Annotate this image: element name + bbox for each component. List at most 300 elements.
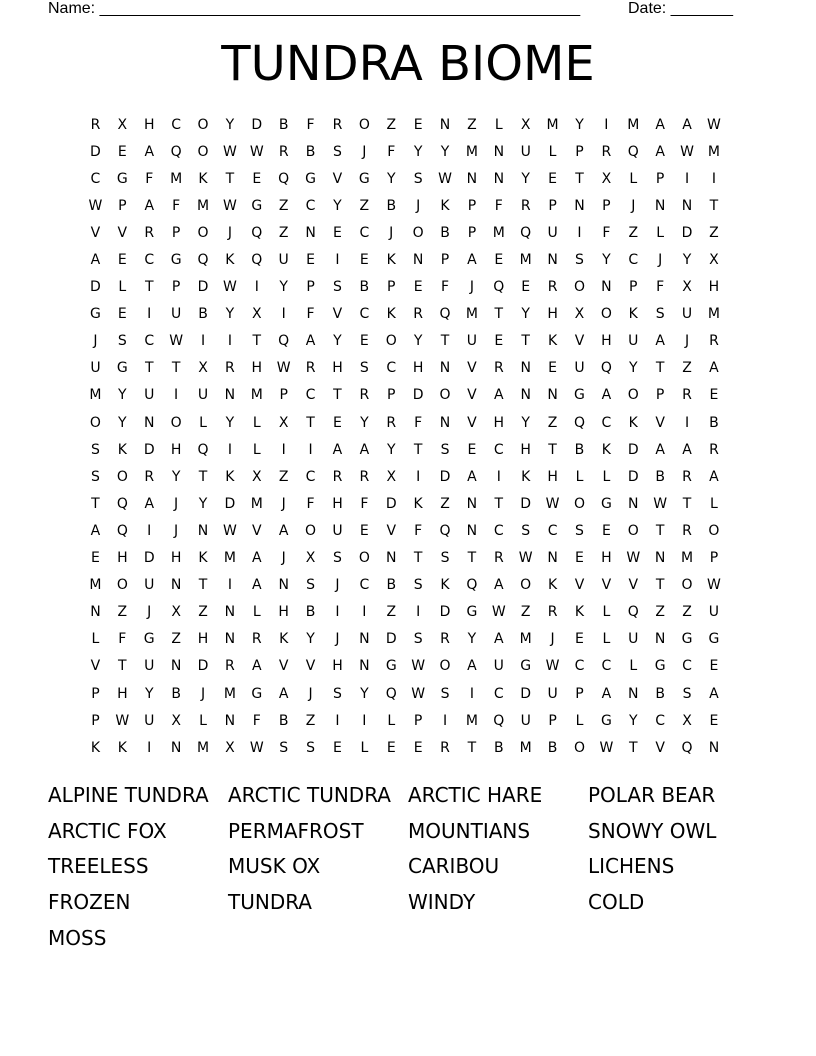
grid-letter: B [386,577,397,594]
grid-letter: C [144,333,155,350]
grid-letter: S [413,170,423,187]
grid-letter: B [278,712,289,729]
grid-letter: N [654,631,666,648]
grid-letter: K [386,252,396,269]
word-list-item: COLD [588,890,645,915]
grid-letter: A [252,577,262,594]
grid-letter: S [91,441,100,458]
grid-letter: V [574,333,585,350]
grid-letter: S [440,441,450,458]
grid-letter: Z [682,360,692,377]
grid-letter: R [90,116,101,133]
grid-letter: N [628,685,639,702]
grid-letter: O [305,522,317,539]
grid-letter: F [252,712,261,729]
grid-letter: G [600,712,612,729]
grid-letter: C [171,116,181,133]
grid-letter: H [278,604,289,621]
grid-letter: K [574,604,585,621]
grid-letter: N [170,658,182,675]
grid-letter: V [467,360,477,377]
grid-letter: U [197,387,209,404]
grid-letter: D [412,387,424,404]
grid-letter: D [197,279,209,296]
grid-letter: Z [305,712,316,729]
grid-letter: X [225,739,235,756]
grid-letter: S [440,685,450,702]
grid-letter: Y [279,279,288,296]
grid-letter: Q [197,252,209,269]
grid-letter: I [227,441,232,458]
grid-letter: Y [225,306,235,323]
grid-letter: H [601,333,612,350]
grid-letter: O [439,658,451,675]
grid-letter: C [493,441,504,458]
grid-letter: A [655,441,665,458]
grid-letter: V [117,224,128,241]
grid-letter: I [227,577,232,594]
grid-letter: S [655,306,665,323]
grid-letter: K [198,170,208,187]
grid-letter: L [629,170,638,187]
grid-letter: U [574,360,585,377]
grid-letter: T [413,441,423,458]
grid-letter: J [469,279,474,296]
grid-letter: G [251,197,263,214]
grid-letter: U [628,631,639,648]
grid-letter: O [573,495,585,512]
grid-letter: W [88,197,103,214]
grid-letter: O [573,739,585,756]
grid-letter: Q [573,414,585,431]
grid-letter: A [655,143,665,160]
grid-letter: D [90,143,101,160]
grid-letter: J [227,224,232,241]
grid-letter: O [89,414,101,431]
grid-letter: J [147,604,152,621]
grid-letter: F [306,306,315,323]
grid-letter: H [547,468,558,485]
grid-letter: Z [682,604,692,621]
grid-letter: L [602,631,611,648]
grid-letter: O [412,224,424,241]
grid-letter: P [655,170,665,187]
word-list-item: TUNDRA [228,890,312,915]
grid-letter: W [599,739,614,756]
grid-letter: T [655,360,665,377]
grid-letter: U [144,577,155,594]
grid-letter: U [628,333,639,350]
grid-letter: V [574,577,585,594]
grid-letter: W [438,170,452,187]
word-list-item: POLAR BEAR [588,782,716,807]
word-list-item: ALPINE TUNDRA [48,782,209,807]
grid-letter: H [117,685,128,702]
grid-letter: I [227,333,232,350]
grid-letter: L [387,712,396,729]
grid-letter: R [332,468,343,485]
grid-letter: W [249,739,264,756]
grid-letter: I [362,604,367,621]
grid-letter: L [575,468,584,485]
grid-letter: C [305,197,316,214]
grid-letter: R [440,631,450,648]
grid-letter: L [91,631,100,648]
grid-letter: G [251,685,263,702]
grid-letter: W [707,116,721,133]
grid-letter: W [626,550,641,567]
grid-letter: E [709,712,719,729]
grid-letter: S [333,143,342,160]
grid-letter: M [546,116,559,133]
grid-letter: C [359,306,370,323]
grid-letter: N [412,252,424,269]
grid-letter: X [251,468,262,485]
grid-letter: C [574,658,585,675]
grid-letter: N [386,550,397,567]
grid-letter: O [439,387,451,404]
grid-letter: Z [440,495,450,512]
grid-letter: A [278,685,289,702]
grid-letter: M [519,252,532,269]
grid-letter: G [654,658,666,675]
grid-letter: O [358,550,370,567]
grid-letter: G [358,170,370,187]
grid-letter: R [440,739,450,756]
grid-letter: X [520,116,531,133]
grid-letter: B [655,468,665,485]
grid-letter: Z [520,604,531,621]
grid-letter: Y [575,116,584,133]
word-list-item: SNOWY OWL [588,818,717,843]
grid-letter: H [170,550,182,567]
grid-letter: L [548,143,557,160]
word-list-item: ARCTIC HARE [408,782,543,807]
grid-letter: G [170,252,182,269]
grid-letter: F [118,631,127,648]
grid-letter: S [575,252,584,269]
grid-letter: H [251,360,263,377]
grid-letter: T [118,658,127,675]
grid-letter: A [709,360,719,377]
grid-letter: U [708,604,720,621]
grid-letter: L [360,739,369,756]
header [48,0,748,20]
grid-letter: A [709,685,719,702]
grid-letter: B [494,739,504,756]
grid-letter: U [681,306,693,323]
grid-letter: V [90,658,101,675]
grid-letter: X [117,116,128,133]
grid-letter: C [493,685,504,702]
grid-letter: R [709,333,719,350]
grid-letter: G [305,170,316,187]
grid-letter: N [143,414,155,431]
grid-letter: L [199,712,207,729]
grid-letter: N [466,522,478,539]
grid-letter: K [225,468,235,485]
grid-letter: S [117,333,127,350]
grid-letter: A [332,441,343,458]
grid-letter: D [520,685,532,702]
grid-letter: E [575,631,584,648]
grid-letter: A [305,333,316,350]
grid-letter: B [386,197,397,214]
grid-letter: I [684,170,690,187]
grid-letter: Y [440,143,450,160]
grid-letter: V [467,387,477,404]
grid-letter: N [547,550,558,567]
grid-letter: R [225,360,235,377]
grid-letter: F [387,143,396,160]
name-field: Name: ______________________________________________________ [48,0,581,17]
grid-letter: G [466,604,478,621]
grid-letter: J [93,333,98,350]
grid-letter: Q [170,143,182,160]
grid-letter: K [547,577,558,594]
grid-letter: X [171,712,181,729]
grid-letter: A [682,441,692,458]
grid-letter: K [386,306,396,323]
grid-letter: Q [439,522,451,539]
grid-letter: T [548,441,557,458]
word-list-item: MOUNTIANS [408,818,531,843]
grid-letter: J [281,495,286,512]
grid-letter: J [335,577,340,594]
grid-letter: Q [493,712,505,729]
grid-letter: F [414,414,423,431]
grid-letter: N [170,739,182,756]
grid-letter: R [493,550,504,567]
grid-letter: C [386,360,397,377]
grid-letter: E [548,170,558,187]
grid-letter: K [90,739,101,756]
grid-letter: D [251,116,263,133]
grid-letter: I [711,170,716,187]
grid-letter: B [198,306,208,323]
grid-letter: C [628,252,639,269]
grid-letter: Q [600,360,612,377]
grid-letter: Y [413,143,423,160]
grid-letter: Y [171,468,181,485]
grid-letter: H [412,360,424,377]
grid-letter: D [385,495,397,512]
grid-letter: W [115,712,130,729]
grid-letter: L [252,441,261,458]
grid-letter: P [575,143,584,160]
grid-letter: E [575,550,584,567]
grid-letter: E [306,252,315,269]
grid-letter: Q [251,252,263,269]
grid-letter: V [386,522,397,539]
grid-letter: Q [116,522,128,539]
grid-letter: P [279,387,288,404]
grid-letter: R [682,468,692,485]
grid-letter: Y [413,333,423,350]
grid-letter: U [547,685,558,702]
grid-letter: K [601,441,611,458]
grid-letter: P [602,197,611,214]
grid-letter: X [278,414,289,431]
grid-letter: N [197,522,209,539]
grid-letter: G [90,306,101,323]
word-list-item: MUSK OX [228,854,321,879]
grid-letter: Y [225,116,235,133]
grid-letter: G [708,631,720,648]
grid-letter: Z [547,414,558,431]
grid-letter: I [469,685,474,702]
grid-letter: Q [466,577,478,594]
grid-letter: A [252,658,262,675]
grid-letter: L [252,604,261,621]
grid-letter: O [116,468,128,485]
grid-letter: U [170,306,182,323]
grid-letter: E [333,224,342,241]
grid-letter: Z [467,116,477,133]
grid-letter: L [656,224,665,241]
grid-letter: W [222,197,237,214]
grid-letter: J [389,224,394,241]
grid-letter: P [575,685,584,702]
grid-letter: X [574,306,585,323]
grid-letter: X [305,550,316,567]
grid-letter: Z [386,604,397,621]
grid-letter: U [493,658,504,675]
page-title: TUNDRA BIOME [221,36,595,92]
grid-letter: R [493,360,504,377]
grid-letter: M [707,143,720,160]
grid-letter: Z [198,604,208,621]
grid-letter: G [116,360,128,377]
grid-letter: R [251,631,262,648]
grid-letter: M [465,143,478,160]
grid-letter: J [335,631,340,648]
grid-letter: L [602,604,611,621]
grid-letter: X [682,712,692,729]
grid-letter: P [548,197,557,214]
grid-letter: W [545,658,560,675]
grid-letter: O [708,522,720,539]
grid-letter: L [629,658,638,675]
grid-letter: Q [197,441,209,458]
grid-letter: I [200,333,206,350]
grid-letter: M [680,550,694,567]
grid-letter: I [604,116,609,133]
grid-letter: T [171,360,181,377]
grid-letter: W [411,658,426,675]
grid-letter: Y [386,170,396,187]
grid-letter: Q [493,279,505,296]
grid-letter: J [174,522,179,539]
grid-letter: N [708,739,720,756]
grid-letter: K [521,468,531,485]
grid-letter: E [252,170,262,187]
grid-letter: A [467,252,477,269]
grid-letter: A [144,495,155,512]
grid-letter: W [276,360,291,377]
grid-letter: O [116,577,128,594]
grid-letter: Z [709,224,719,241]
grid-letter: T [252,333,262,350]
grid-letter: W [680,143,694,160]
grid-letter: W [411,685,426,702]
grid-letter: Z [655,604,665,621]
word-list-item: FROZEN [48,890,131,915]
grid-letter: O [681,577,693,594]
grid-letter: V [601,577,612,594]
grid-letter: D [385,631,397,648]
grid-letter: O [627,387,639,404]
grid-letter: Y [467,631,477,648]
grid-letter: S [413,577,423,594]
grid-letter: A [655,116,665,133]
grid-letter: T [655,522,665,539]
grid-letter: K [117,441,127,458]
grid-letter: Y [118,414,127,431]
grid-letter: S [413,631,423,648]
grid-letter: E [709,387,719,404]
grid-letter: W [545,495,560,512]
grid-letter: C [493,522,504,539]
grid-letter: O [385,333,397,350]
grid-letter: T [198,577,208,594]
grid-letter: S [521,522,531,539]
grid-letter: K [225,252,235,269]
grid-letter: R [547,279,558,296]
grid-letter: C [359,224,370,241]
grid-letter: K [440,577,450,594]
grid-letter: N [439,360,451,377]
grid-letter: R [547,604,558,621]
grid-letter: X [682,279,692,296]
grid-letter: R [386,414,397,431]
grid-letter: R [305,360,316,377]
grid-letter: C [90,170,101,187]
grid-letter: L [199,414,207,431]
grid-letter: D [143,550,155,567]
grid-letter: K [198,550,208,567]
grid-letter: Z [117,604,128,621]
grid-letter: J [281,550,286,567]
grid-letter: M [223,550,236,567]
grid-letter: P [629,279,638,296]
grid-letter: Y [198,495,208,512]
grid-letter: Q [627,143,639,160]
grid-letter: N [628,495,639,512]
grid-letter: Y [144,685,154,702]
grid-letter: R [144,468,155,485]
grid-letter: Y [333,197,342,214]
grid-letter: H [520,441,531,458]
grid-letter: A [90,252,101,269]
grid-letter: J [658,252,663,269]
grid-letter: Q [251,224,263,241]
grid-letter: G [681,631,693,648]
grid-letter: J [631,197,636,214]
grid-letter: E [413,279,423,296]
grid-letter: M [519,739,532,756]
grid-letter: P [171,224,181,241]
grid-letter: P [548,712,557,729]
grid-letter: H [547,306,558,323]
grid-letter: C [601,414,612,431]
grid-letter: T [521,333,530,350]
grid-letter: H [170,441,182,458]
grid-letter: V [252,522,262,539]
grid-letter: Z [628,224,639,241]
grid-letter: Y [360,414,369,431]
grid-letter: G [600,495,612,512]
